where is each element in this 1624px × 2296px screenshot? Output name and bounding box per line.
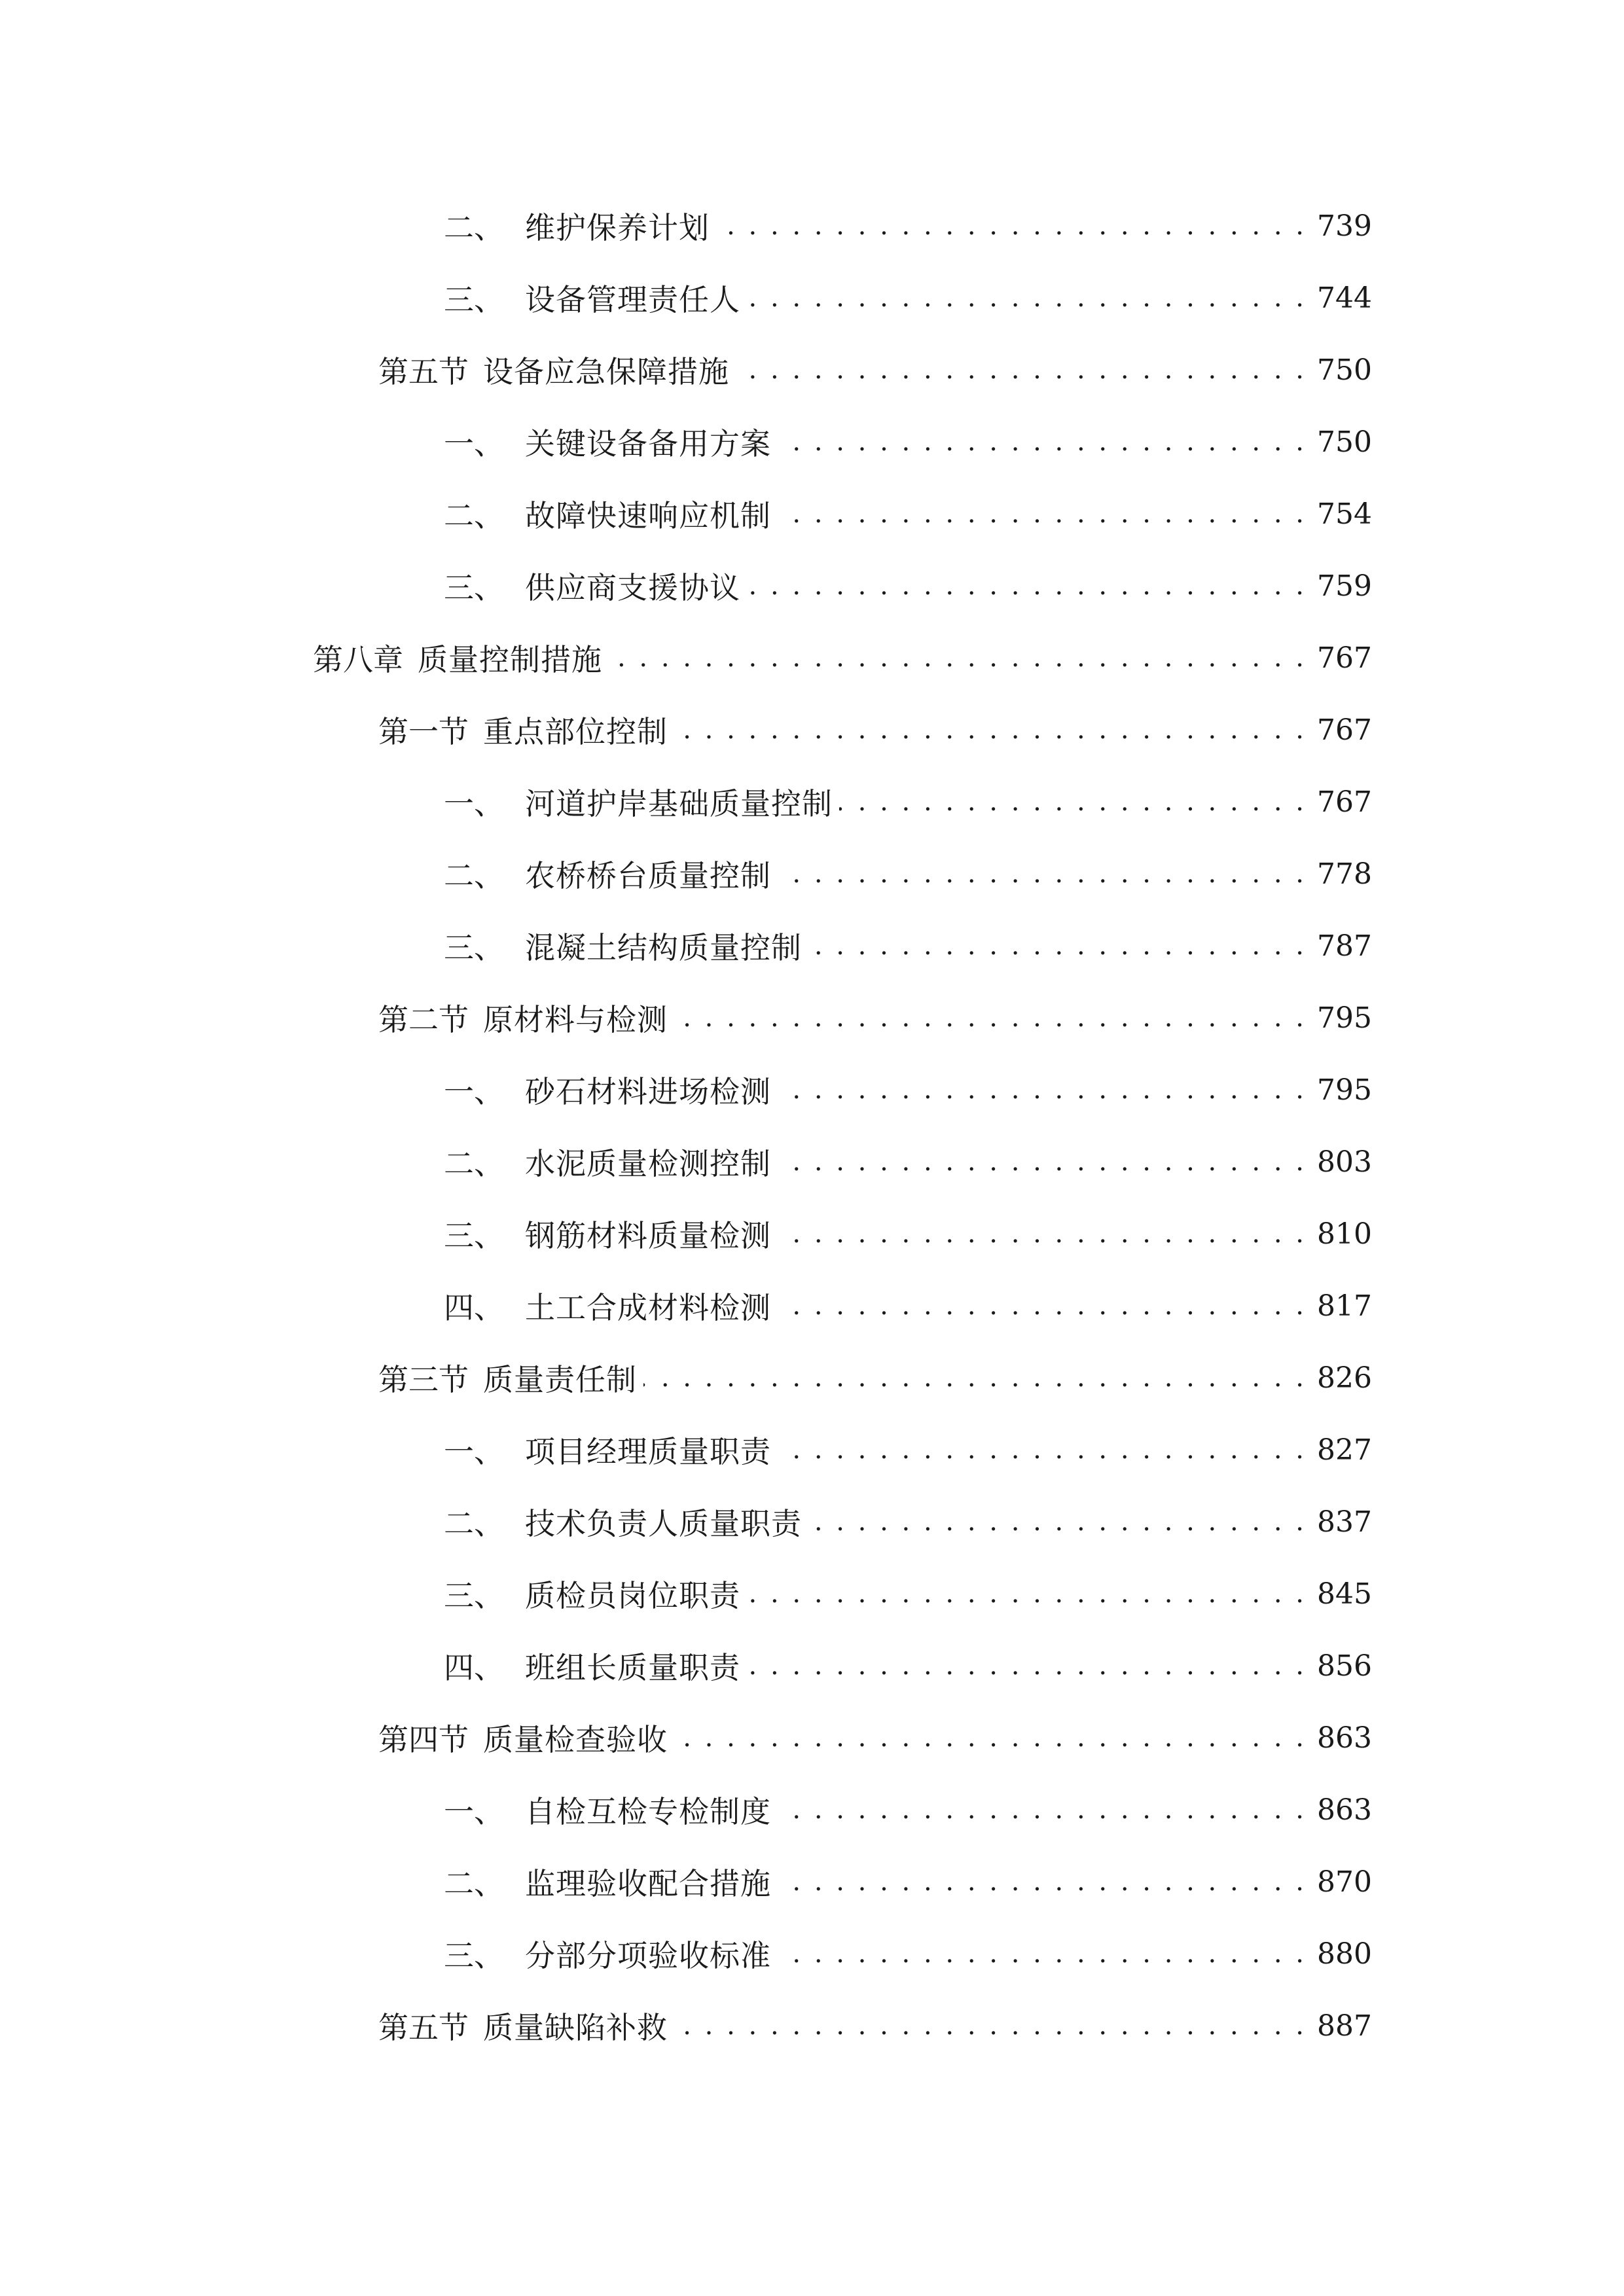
toc-number: 三、: [444, 1578, 504, 1613]
toc-entry[interactable]: [0, 334, 1624, 406]
dot-leader: [778, 427, 1307, 457]
toc-title: 砂石材料进场检测: [525, 1074, 771, 1109]
toc-number: 三、: [444, 1938, 504, 1973]
toc-page-number: 750: [1317, 425, 1372, 459]
toc-number: 第一节: [378, 714, 469, 749]
toc-page-number: 845: [1317, 1577, 1372, 1611]
dot-leader: [778, 1795, 1307, 1825]
toc-entry[interactable]: [0, 694, 1624, 766]
toc-entry[interactable]: [0, 1918, 1624, 1990]
toc-entry[interactable]: [0, 622, 1624, 694]
toc-title: 重点部位控制: [483, 714, 668, 749]
toc-title: 混凝土结构质量控制: [525, 930, 802, 965]
dot-leader: [778, 1867, 1307, 1897]
toc-title: 设备管理责任人: [525, 282, 740, 317]
dot-leader: [778, 499, 1307, 529]
toc-title: 原材料与检测: [483, 1002, 668, 1037]
dot-leader: [609, 643, 1307, 673]
dot-leader: [839, 787, 1307, 817]
toc-entry[interactable]: [0, 1126, 1624, 1198]
dot-leader: [747, 1651, 1307, 1681]
toc-entry[interactable]: [0, 1486, 1624, 1558]
toc-page-number: 837: [1317, 1505, 1372, 1539]
toc-title: 水泥质量检测控制: [525, 1146, 771, 1181]
toc-entry[interactable]: [0, 1630, 1624, 1702]
toc-entry[interactable]: [0, 1558, 1624, 1630]
toc-page-number: 863: [1317, 1721, 1372, 1755]
toc-number: 一、: [444, 426, 504, 461]
dot-leader: [778, 1435, 1307, 1465]
toc-number: 二、: [444, 1506, 504, 1541]
toc-title: 质量控制措施: [418, 642, 602, 677]
toc-page-number: 767: [1317, 641, 1372, 675]
toc-entry[interactable]: [0, 1198, 1624, 1270]
toc-entry[interactable]: [0, 1270, 1624, 1342]
dot-leader: [674, 715, 1307, 745]
toc-number: 第八章: [313, 642, 403, 677]
toc-number: 二、: [444, 858, 504, 893]
toc-entry[interactable]: [0, 1702, 1624, 1774]
toc-page-number: 887: [1317, 2009, 1372, 2043]
toc-page-number: 778: [1317, 857, 1372, 891]
toc-page-number: 817: [1317, 1289, 1372, 1323]
toc-title: 质量检查验收: [483, 1722, 668, 1757]
toc-title: 技术负责人质量职责: [525, 1506, 802, 1541]
toc-entry[interactable]: [0, 190, 1624, 262]
toc-page-number: 870: [1317, 1865, 1372, 1899]
toc-number: 四、: [444, 1290, 504, 1325]
toc-entry[interactable]: [0, 262, 1624, 334]
toc-page-number: 750: [1317, 353, 1372, 387]
toc-number: 第四节: [378, 1722, 469, 1757]
dot-leader: [778, 1291, 1307, 1321]
dot-leader: [808, 931, 1307, 961]
toc-number: 三、: [444, 930, 504, 965]
toc-entry[interactable]: [0, 1054, 1624, 1126]
toc-entry[interactable]: [0, 910, 1624, 982]
toc-number: 第二节: [378, 1002, 469, 1037]
toc-page-number: 754: [1317, 497, 1372, 531]
toc-number: 一、: [444, 1794, 504, 1829]
toc-number: 第五节: [378, 2010, 469, 2045]
dot-leader: [778, 1075, 1307, 1105]
dot-leader: [778, 1147, 1307, 1177]
toc-page-number: 803: [1317, 1145, 1372, 1179]
toc-page-number: 759: [1317, 569, 1372, 603]
toc-page-number: 739: [1317, 209, 1372, 243]
toc-title: 质检员岗位职责: [525, 1578, 740, 1613]
dot-leader: [643, 1363, 1307, 1393]
toc-entry[interactable]: [0, 406, 1624, 478]
toc-page-number: 795: [1317, 1073, 1372, 1107]
toc-page-number: 795: [1317, 1001, 1372, 1035]
toc-number: 四、: [444, 1650, 504, 1685]
toc-title: 农桥桥台质量控制: [525, 858, 771, 893]
toc-number: 三、: [444, 570, 504, 605]
toc-number: 一、: [444, 1074, 504, 1109]
dot-leader: [808, 1507, 1307, 1537]
dot-leader: [674, 2011, 1307, 2041]
toc-entry[interactable]: [0, 1342, 1624, 1414]
toc-number: 三、: [444, 282, 504, 317]
toc-entry[interactable]: [0, 1414, 1624, 1486]
toc-page-number: 863: [1317, 1793, 1372, 1827]
toc-title: 设备应急保障措施: [483, 354, 729, 389]
toc-entry[interactable]: [0, 838, 1624, 910]
toc-entry[interactable]: [0, 766, 1624, 838]
toc-page-number: 767: [1317, 785, 1372, 819]
dot-leader: [747, 571, 1307, 601]
toc-title: 班组长质量职责: [525, 1650, 740, 1685]
toc-title: 河道护岸基础质量控制: [525, 786, 833, 821]
toc-number: 三、: [444, 1218, 504, 1253]
toc-title: 项目经理质量职责: [525, 1434, 771, 1469]
toc-number: 二、: [444, 1146, 504, 1181]
dot-leader: [674, 1003, 1307, 1033]
toc-title: 维护保养计划: [525, 210, 710, 245]
toc-number: 第五节: [378, 354, 469, 389]
toc-entry[interactable]: [0, 478, 1624, 550]
toc-title: 质量责任制: [483, 1362, 637, 1397]
toc-entry[interactable]: [0, 1990, 1624, 2062]
table-of-contents: [0, 190, 1624, 2062]
dot-leader: [778, 859, 1307, 889]
toc-number: 一、: [444, 1434, 504, 1469]
toc-page-number: 856: [1317, 1649, 1372, 1683]
dot-leader: [674, 1723, 1307, 1753]
toc-page-number: 767: [1317, 713, 1372, 747]
toc-number: 二、: [444, 498, 504, 533]
toc-page-number: 744: [1317, 281, 1372, 315]
toc-page-number: 880: [1317, 1937, 1372, 1971]
toc-title: 故障快速响应机制: [525, 498, 771, 533]
toc-entry[interactable]: [0, 1846, 1624, 1918]
toc-number: 第三节: [378, 1362, 469, 1397]
toc-title: 自检互检专检制度: [525, 1794, 771, 1829]
toc-title: 分部分项验收标准: [525, 1938, 771, 1973]
toc-title: 供应商支援协议: [525, 570, 740, 605]
dot-leader: [736, 355, 1307, 385]
toc-page-number: 810: [1317, 1217, 1372, 1251]
toc-title: 关键设备备用方案: [525, 426, 771, 461]
toc-page-number: 826: [1317, 1361, 1372, 1395]
toc-title: 土工合成材料检测: [525, 1290, 771, 1325]
toc-title: 质量缺陷补救: [483, 2010, 668, 2045]
toc-page-number: 827: [1317, 1433, 1372, 1467]
dot-leader: [716, 211, 1307, 241]
toc-entry[interactable]: [0, 550, 1624, 622]
dot-leader: [747, 283, 1307, 313]
toc-title: 钢筋材料质量检测: [525, 1218, 771, 1253]
dot-leader: [747, 1579, 1307, 1609]
toc-title: 监理验收配合措施: [525, 1866, 771, 1901]
toc-number: 二、: [444, 210, 504, 245]
toc-page-number: 787: [1317, 929, 1372, 963]
toc-entry[interactable]: [0, 1774, 1624, 1846]
toc-number: 一、: [444, 786, 504, 821]
toc-number: 二、: [444, 1866, 504, 1901]
dot-leader: [778, 1219, 1307, 1249]
toc-entry[interactable]: [0, 982, 1624, 1054]
dot-leader: [778, 1939, 1307, 1969]
